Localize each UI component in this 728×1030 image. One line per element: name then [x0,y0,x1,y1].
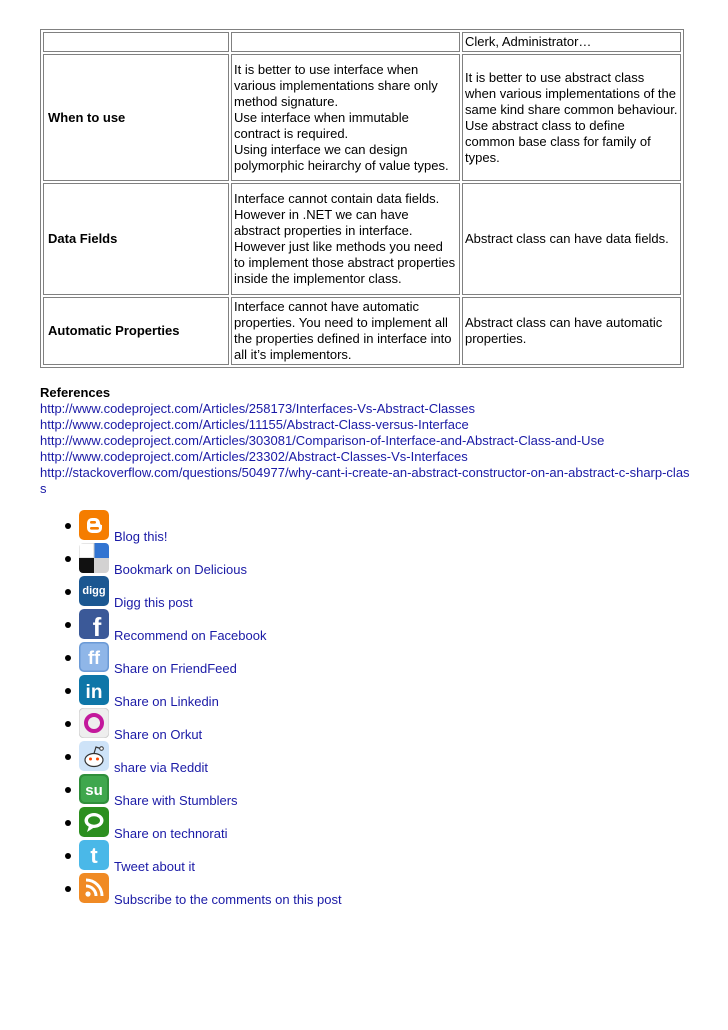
friendfeed-icon[interactable] [79,642,109,672]
bullet [65,754,71,760]
reference-link[interactable]: http://www.codeproject.com/Articles/303081/Comparison-of-Interface-and-Abstract-Class-and-Use [40,433,605,448]
row-label: Automatic Properties [43,297,229,365]
comparison-table [40,29,684,368]
bullet [65,853,71,859]
bullet [65,886,71,892]
share-link[interactable]: Blog this! [114,529,168,544]
orkut-icon[interactable] [79,708,109,738]
abstract-cell: Abstract class can have data fields. [462,183,681,295]
linkedin-icon[interactable] [79,675,109,705]
table-row [43,54,681,181]
references-heading: References [40,385,111,400]
bullet [65,655,71,661]
bullet [65,556,71,562]
share-link[interactable]: share via Reddit [114,760,208,775]
references-section [40,385,690,497]
reference-link[interactable]: http://stackoverflow.com/questions/504977/why-cant-i-create-an-abstract-constructor-on-an-abstract-c-sharp-class [40,465,690,496]
bullet [65,688,71,694]
svg-text:f: f [92,612,102,639]
row-label [43,32,229,52]
interface-line: Using interface we can design polymorphic heirarchy of value types. [234,141,449,173]
svg-text:t: t [90,843,98,868]
stumbleupon-icon[interactable] [79,774,109,804]
reference-link[interactable]: http://www.codeproject.com/Articles/11155/Abstract-Class-versus-Interface [40,417,469,432]
share-link[interactable]: Share on Orkut [114,727,203,742]
blogger-icon[interactable] [79,510,109,540]
abstract-line: It is better to use abstract class when various implementations of the same kind share common behaviour. [465,69,678,117]
interface-cell [231,32,460,52]
share-link[interactable]: Share on technorati [114,826,228,841]
svg-text:ff: ff [88,648,100,668]
row-label: When to use [43,54,229,181]
twitter-icon[interactable] [79,840,109,870]
interface-cell: Interface cannot contain data fields. However in .NET we can have abstract properties in interface. However just like methods you need to implement those abstract properties inside the implementor class. [231,183,460,295]
bullet [65,787,71,793]
abstract-cell: Abstract class can have automatic properties. [462,297,681,365]
bullet [65,721,71,727]
abstract-line: Use abstract class to define common base class for family of types. [465,117,651,165]
technorati-icon[interactable] [79,807,109,837]
interface-line: Use interface when immutable contract is required. [234,109,409,141]
share-link[interactable]: Share on FriendFeed [114,661,237,676]
bullet [65,820,71,826]
svg-text:in: in [85,682,103,703]
share-link[interactable]: Share with Stumblers [114,793,238,808]
share-link[interactable]: Bookmark on Delicious [114,562,247,577]
svg-text:digg: digg [82,585,106,597]
share-link[interactable]: Recommend on Facebook [114,628,267,643]
table-row [43,32,681,52]
bullet [65,622,71,628]
share-link[interactable]: Tweet about it [114,859,195,874]
interface-line: It is better to use interface when various implementations share only method signature. [234,61,438,109]
table-row [43,297,681,365]
rss-icon[interactable] [79,873,109,903]
share-link[interactable]: Subscribe to the comments on this post [114,892,342,907]
reddit-icon[interactable] [79,741,109,771]
abstract-cell [462,54,681,181]
abstract-cell: Clerk, Administrator… [462,32,681,52]
digg-icon[interactable] [79,576,109,606]
interface-cell: Interface cannot have automatic properties. You need to implement all the properties defined in interface into all it’s implementors. [231,297,460,365]
share-link[interactable]: Share on Linkedin [114,694,219,709]
facebook-icon[interactable] [79,609,109,639]
reference-link[interactable]: http://www.codeproject.com/Articles/258173/Interfaces-Vs-Abstract-Classes [40,401,475,416]
svg-text:su: su [85,782,103,799]
bullet [65,589,71,595]
bullet [65,523,71,529]
reference-link[interactable]: http://www.codeproject.com/Articles/23302/Abstract-Classes-Vs-Interfaces [40,449,468,464]
table-row [43,183,681,295]
delicious-icon[interactable] [79,543,109,573]
row-label: Data Fields [43,183,229,295]
interface-cell [231,54,460,181]
share-link[interactable]: Digg this post [114,595,193,610]
